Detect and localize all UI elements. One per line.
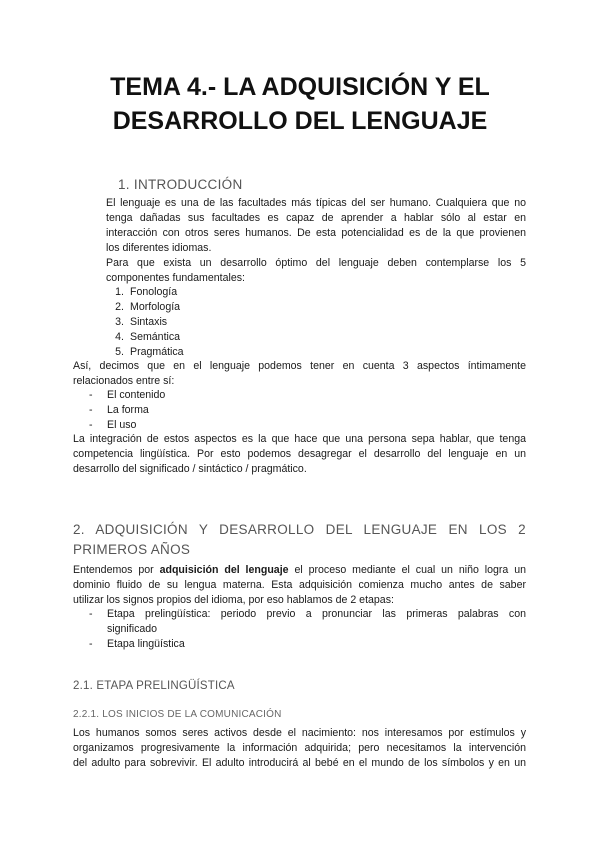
bullet-dash: - bbox=[89, 638, 93, 650]
intro-line: El lenguaje es una de las facultades más típicas del ser humano. Cualquiera que no bbox=[106, 197, 526, 209]
list-label: Pragmática bbox=[130, 346, 184, 358]
list-item bbox=[89, 418, 165, 433]
list-label: Semántica bbox=[130, 331, 181, 343]
intro-line: tenga dañadas sus facultades es capaz de aprender a hablar sólo al estar en bbox=[106, 212, 526, 224]
section-1-heading: 1. INTRODUCCIÓN bbox=[118, 177, 243, 192]
body-line: organizamos progresivamente la información adquirida; pero necesitamos la intervención bbox=[73, 742, 526, 754]
list-label: Etapa lingüística bbox=[107, 638, 185, 650]
para1-line: dominio fluido de su lengua materna. Esta adquisición comienza mucho antes de saber bbox=[73, 579, 526, 591]
section-1-para4 bbox=[73, 432, 526, 477]
stage-line: significado bbox=[107, 623, 158, 635]
para1-first-line bbox=[73, 563, 526, 578]
list-label: Sintaxis bbox=[130, 316, 168, 328]
para4-line: desarrollo del significado / sintáctico / pragmático. bbox=[73, 463, 307, 475]
intro-line: los diferentes idiomas. bbox=[106, 242, 212, 254]
section-1-intro bbox=[106, 196, 526, 286]
section-2-para1 bbox=[73, 563, 526, 608]
list-label: Fonología bbox=[130, 286, 178, 298]
list-item bbox=[106, 315, 184, 330]
stages-list bbox=[89, 607, 526, 652]
list-number: 3. bbox=[115, 316, 124, 328]
list-label: El contenido bbox=[107, 389, 166, 401]
list-item bbox=[106, 285, 184, 300]
section-2-heading-line-1: 2. ADQUISICIÓN Y DESARROLLO DEL LENGUAJE EN LOS 2 bbox=[73, 522, 526, 537]
list-label bbox=[107, 607, 526, 637]
list-item bbox=[89, 403, 165, 418]
bullet-dash: - bbox=[89, 389, 93, 401]
list-item bbox=[106, 300, 184, 315]
list-label: La forma bbox=[107, 404, 149, 416]
section-1-para3 bbox=[73, 359, 526, 389]
aspects-list bbox=[89, 388, 165, 433]
para3-line: Así, decimos que en el lenguaje podemos tener en cuenta 3 aspectos íntimamente bbox=[73, 360, 526, 372]
para4-line: competencia lingüística. Por esto podemos desagregar el desarrollo del lenguaje en un bbox=[73, 448, 526, 460]
para1-start: Entendemos por bbox=[73, 564, 160, 576]
intro-line: interacción con otros seres humanos. De esta potencialidad es de la que provienen bbox=[106, 227, 526, 239]
page-title-line-2: DESARROLLO DEL LENGUAJE bbox=[112, 107, 488, 135]
section-2-2-1-heading: 2.2.1. LOS INICIOS DE LA COMUNICACIÓN bbox=[73, 709, 282, 720]
list-number: 2. bbox=[115, 301, 124, 313]
stage-line: Etapa prelingüística: periodo previo a pronunciar las primeras palabras con bbox=[107, 608, 526, 620]
para1-bold-term: adquisición del lenguaje bbox=[159, 564, 289, 576]
section-2-1-heading: 2.1. ETAPA PRELINGÜÍSTICA bbox=[73, 680, 235, 692]
list-label: El uso bbox=[107, 419, 137, 431]
page-title bbox=[60, 70, 540, 138]
list-number: 5. bbox=[115, 346, 124, 358]
list-item bbox=[89, 607, 526, 637]
section-2-2-1-body bbox=[73, 726, 526, 771]
list-number: 4. bbox=[115, 331, 124, 343]
para1-line: utilizar los signos propios del idioma, por eso hablamos de 2 etapas: bbox=[73, 594, 394, 606]
list-item bbox=[106, 345, 184, 360]
body-line: del adulto para sobrevivir. El adulto introducirá al bebé en el mundo de los símbolos y en un bbox=[73, 757, 526, 769]
para2-line: Para que exista un desarrollo óptimo del lenguaje deben contemplarse los 5 bbox=[106, 257, 526, 269]
list-item bbox=[106, 330, 184, 345]
bullet-dash: - bbox=[89, 404, 93, 416]
components-list bbox=[106, 285, 184, 360]
para4-line: La integración de estos aspectos es la que hace que una persona sepa hablar, que tenga bbox=[73, 433, 526, 445]
body-line: Los humanos somos seres activos desde el nacimiento: nos interesamos por estímulos y bbox=[73, 727, 526, 739]
list-item bbox=[89, 637, 526, 652]
para3-line: relacionados entre sí: bbox=[73, 375, 175, 387]
page-title-line-1: TEMA 4.- LA ADQUISICIÓN Y EL bbox=[110, 73, 490, 101]
bullet-dash: - bbox=[89, 419, 93, 431]
section-2-heading bbox=[73, 520, 526, 560]
list-number: 1. bbox=[115, 286, 124, 298]
bullet-dash: - bbox=[89, 608, 93, 620]
list-label: Morfología bbox=[130, 301, 181, 313]
para1-end: el proceso mediante el cual un niño logra un bbox=[288, 564, 526, 576]
para2-line: componentes fundamentales: bbox=[106, 272, 245, 284]
section-2-heading-line-2: PRIMEROS AÑOS bbox=[73, 542, 191, 557]
list-item bbox=[89, 388, 165, 403]
